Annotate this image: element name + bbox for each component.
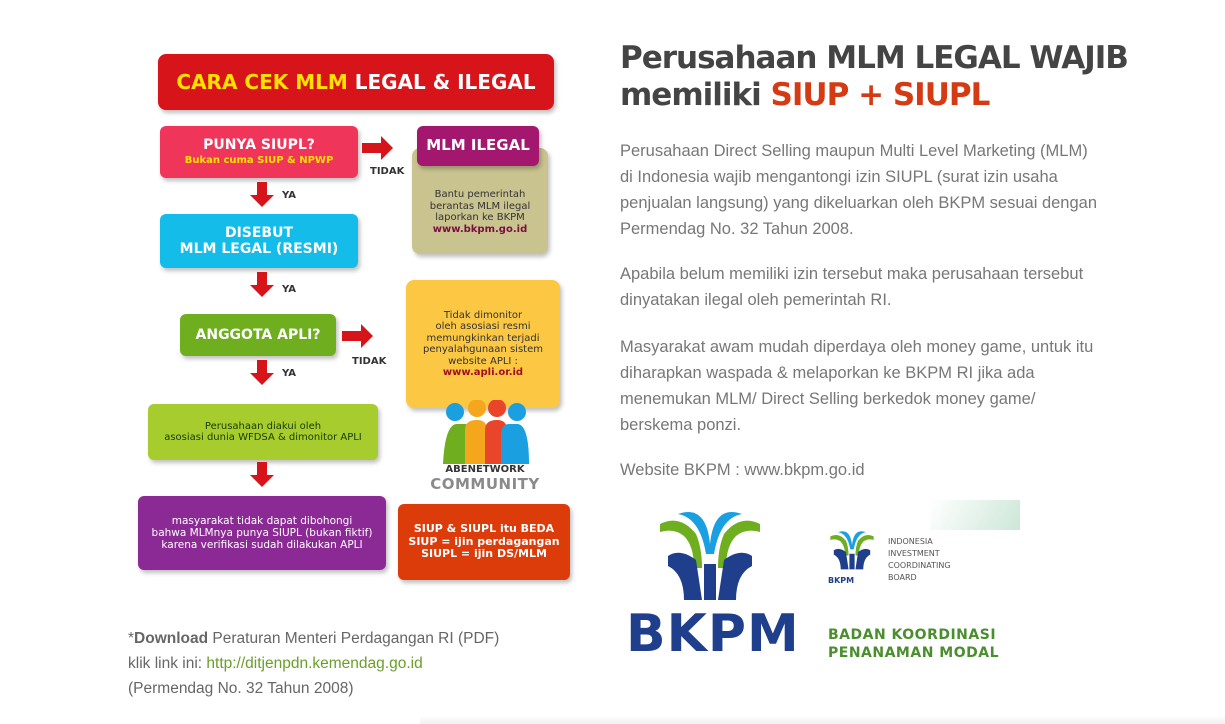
ya-label: YA	[282, 284, 297, 295]
mlm-ilegal-box: MLM ILEGAL	[417, 126, 539, 166]
bkpm-small-emblem-icon	[826, 526, 878, 572]
wfdsa-box	[148, 404, 378, 460]
heading-line2	[620, 77, 1180, 114]
bottom-shadow	[420, 716, 1225, 724]
kemendag-link[interactable]: http://ditjenpdn.kemendag.go.id	[206, 655, 423, 672]
article-paragraph-2: Apabila belum memiliki izin tersebut maka perusahaan tersebut dinyatakan ilegal oleh pemerintah RI.	[620, 265, 1084, 309]
beda-line: SIUP = ijin perdagangan	[408, 534, 560, 548]
english-line: BOARD	[888, 573, 917, 582]
footnote-line1	[128, 626, 499, 651]
siupl-question-box	[160, 126, 358, 178]
heading-plain: memiliki	[620, 77, 771, 113]
english-line: INVESTMENT	[888, 549, 940, 558]
tidak-label: TIDAK	[352, 356, 387, 367]
article-paragraph-3: Masyarakat awam mudah diperdaya oleh money game, untuk itu diharapkan waspada & melaporkan ke BKPM RI jika ada menemukan MLM/ Direct Selling berkedok money game/ berskema ponzi.	[620, 338, 1094, 434]
bkpm-small-text: BKPM	[828, 576, 855, 585]
heading-accent: SIUP + SIUPL	[770, 77, 990, 113]
wfdsa-line: asosiasi dunia WFDSA & dimonitor APLI	[164, 432, 362, 443]
indonesian-line: PENANAMAN MODAL	[828, 645, 999, 661]
bkpm-wordmark: BKPM	[626, 604, 800, 664]
beda-line: SIUP & SIUPL itu BEDA	[413, 522, 555, 536]
bkpm-emblem-icon	[650, 504, 770, 602]
ya-label: YA	[282, 368, 297, 379]
footnote-asterisk: *	[128, 630, 135, 647]
apli-note-line: Tidak dimonitor	[443, 309, 523, 321]
apli-link: www.apli.or.id	[442, 367, 524, 378]
english-line: INDONESIA	[888, 537, 933, 546]
wfdsa-line: Perusahaan diakui oleh	[204, 420, 322, 432]
footnote-link-prefix: klik link ini:	[128, 655, 207, 672]
siupl-subtitle: Bukan cuma SIUP & NPWP	[184, 155, 334, 167]
community-top-text: ABENETWORK	[445, 464, 525, 475]
apli-note-box	[406, 280, 560, 408]
infographic	[130, 48, 580, 588]
ilegal-note-line: laporkan ke BKPM	[435, 212, 525, 223]
ya-label: YA	[282, 190, 297, 201]
watermark	[930, 500, 1020, 530]
bkpm-indonesian-name	[828, 626, 999, 662]
article-heading	[620, 40, 1180, 114]
english-line: COORDINATING	[888, 561, 951, 570]
mlm-legal-box	[160, 214, 358, 268]
ilegal-note-line: Bantu pemerintah	[434, 189, 526, 200]
heading-line1: Perusahaan MLM LEGAL WAJIB	[620, 40, 1128, 76]
apli-note-line: oleh asosiasi resmi	[435, 321, 531, 332]
footnote-line3: (Permendag No. 32 Tahun 2008)	[128, 680, 354, 697]
title-part1: CARA CEK MLM	[176, 69, 355, 94]
footnote-line2	[128, 651, 499, 676]
fact-line: karena verifikasi sudah dilakukan APLI	[161, 539, 363, 552]
indonesian-line: BADAN KOORDINASI	[828, 627, 997, 643]
bkpm-link: www.bkpm.go.id	[432, 223, 528, 235]
bkpm-logo	[620, 500, 1020, 670]
fact-line: masyarakat tidak dapat dibohongi	[171, 514, 353, 527]
apli-note-line: penyalahgunaan sistem	[423, 344, 543, 355]
verification-box	[138, 496, 386, 570]
apli-note-line: memungkinkan terjadi	[426, 332, 540, 344]
tidak-label: TIDAK	[370, 166, 405, 177]
bkpm-english-name	[888, 536, 951, 584]
bkpm-website-text: Website BKPM : www.bkpm.go.id	[620, 461, 865, 479]
beda-line: SIUPL = ijin DS/MLM	[421, 547, 547, 561]
siup-siupl-box	[398, 504, 570, 580]
download-footnote	[128, 626, 499, 701]
title-part2: LEGAL & ILEGAL	[354, 69, 536, 94]
community-logo	[420, 400, 550, 500]
infographic-title	[158, 54, 554, 110]
legal-line: DISEBUT	[224, 224, 294, 241]
article-paragraph-1: Perusahaan Direct Selling maupun Multi Level Marketing (MLM) di Indonesia wajib mengantongi izin SIUPL (surat izin usaha penjualan langsung) yang dikeluarkan oleh BKPM sesuai dengan Permendag No. 32 Tahun 2008.	[620, 142, 1098, 238]
footnote-bold: Download	[134, 630, 209, 647]
fact-line: bahwa MLMnya punya SIUPL (bukan fiktif)	[151, 526, 373, 539]
apli-note-line: website APLI :	[448, 355, 518, 367]
siupl-question: PUNYA SIUPL?	[203, 137, 315, 154]
footnote-text: Peraturan Menteri Perdagangan RI (PDF)	[208, 630, 500, 647]
apli-question-box: ANGGOTA APLI?	[180, 314, 336, 356]
community-bottom-text: COMMUNITY	[430, 475, 540, 493]
legal-line: MLM LEGAL (RESMI)	[179, 241, 339, 257]
people-icon	[435, 400, 535, 464]
ilegal-note-line: berantas MLM ilegal	[429, 200, 531, 212]
